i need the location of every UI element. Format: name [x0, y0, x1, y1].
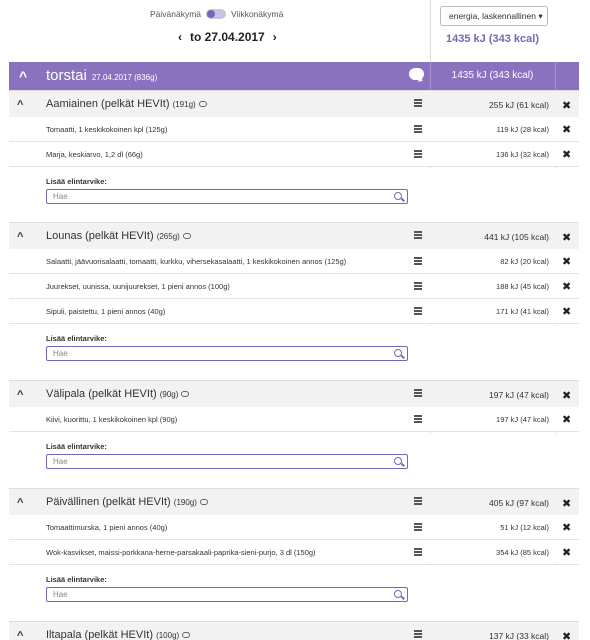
search-icon[interactable] — [394, 349, 402, 357]
meal-total: 197 kJ (47 kcal) — [489, 390, 549, 400]
menu-icon[interactable] — [414, 415, 422, 423]
remove-meal-icon[interactable]: ✖ — [562, 390, 572, 402]
meal-name: Lounas (pelkät HEVIt) — [46, 230, 154, 242]
search-input[interactable] — [46, 454, 408, 469]
menu-icon[interactable] — [414, 257, 422, 265]
remove-food-icon[interactable]: ✖ — [562, 149, 572, 161]
menu-icon[interactable] — [414, 125, 422, 133]
comment-icon[interactable] — [182, 632, 190, 638]
remove-food-icon[interactable]: ✖ — [562, 124, 572, 136]
collapse-caret-icon[interactable]: ^ — [17, 497, 24, 509]
food-name[interactable]: Kiivi, kuorittu, 1 keskikokoinen kpl (90g) — [46, 415, 178, 424]
comment-icon[interactable] — [200, 499, 208, 505]
collapse-caret-icon[interactable]: ^ — [17, 231, 24, 243]
meal-total: 405 kJ (97 kcal) — [489, 498, 549, 508]
day-header[interactable] — [9, 62, 579, 90]
add-food-label: Lisää elintarvike: — [46, 334, 107, 343]
search-placeholder: Hae — [53, 590, 68, 599]
search-icon[interactable] — [394, 590, 402, 598]
food-energy: 354 kJ (85 kcal) — [496, 548, 549, 557]
food-energy: 171 kJ (41 kcal) — [496, 307, 549, 316]
meal-header[interactable] — [9, 380, 579, 408]
comment-icon[interactable] — [183, 233, 191, 239]
search-input[interactable] — [46, 587, 408, 602]
food-name[interactable]: Tomaatti, 1 keskikokoinen kpl (125g) — [46, 125, 168, 134]
remove-meal-icon[interactable]: ✖ — [562, 232, 572, 244]
view-toggle[interactable] — [150, 9, 283, 19]
header-total: 1435 kJ (343 kcal) — [446, 33, 539, 45]
top-bar — [0, 0, 590, 62]
food-row — [9, 407, 579, 432]
food-energy: 119 kJ (28 kcal) — [496, 125, 549, 134]
meal-name: Aamiainen (pelkät HEVIt) — [46, 98, 170, 110]
food-energy: 197 kJ (47 kcal) — [496, 415, 549, 424]
meal-total: 255 kJ (61 kcal) — [489, 100, 549, 110]
week-view-label[interactable]: Viikkonäkymä — [231, 9, 284, 19]
meal-header[interactable] — [9, 488, 579, 516]
current-date: to 27.04.2017 — [190, 30, 265, 44]
food-name[interactable]: Sipuli, paistettu, 1 pieni annos (40g) — [46, 307, 166, 316]
menu-icon[interactable] — [414, 497, 422, 505]
search-placeholder: Hae — [53, 192, 68, 201]
day-total: 1435 kJ (343 kcal) — [451, 70, 534, 81]
meal-grams: (265g) — [156, 232, 180, 241]
food-name[interactable]: Marja, keskiarvo, 1,2 dl (66g) — [46, 150, 143, 159]
menu-icon[interactable] — [414, 630, 422, 638]
energy-select-value: energia, laskennallinen — [449, 11, 536, 21]
view-switch[interactable] — [206, 9, 226, 19]
remove-food-icon[interactable]: ✖ — [562, 306, 572, 318]
add-food-section — [9, 566, 579, 622]
add-food-label: Lisää elintarvike: — [46, 575, 107, 584]
remove-food-icon[interactable]: ✖ — [562, 256, 572, 268]
remove-meal-icon[interactable]: ✖ — [562, 498, 572, 510]
meal-grams: (90g) — [159, 390, 179, 399]
food-energy: 136 kJ (32 kcal) — [496, 150, 549, 159]
search-placeholder: Hae — [53, 349, 68, 358]
food-name[interactable]: Juurekset, uunissa, uunijuurekset, 1 pieni annos (100g) — [46, 282, 230, 291]
food-row — [9, 540, 579, 565]
add-food-section — [9, 325, 579, 381]
chevron-right-icon[interactable]: › — [272, 30, 277, 44]
food-row — [9, 515, 579, 540]
menu-icon[interactable] — [414, 389, 422, 397]
search-input[interactable] — [46, 346, 408, 361]
meal-name: Välipala (pelkät HEVIt) — [46, 388, 157, 400]
search-placeholder: Hae — [53, 457, 68, 466]
day-name: torstai — [46, 67, 87, 84]
menu-icon[interactable] — [414, 523, 422, 531]
meal-header[interactable] — [9, 621, 579, 640]
food-name[interactable]: Tomaattimurska, 1 pieni annos (40g) — [46, 523, 168, 532]
menu-icon[interactable] — [414, 150, 422, 158]
divider — [555, 62, 556, 90]
food-name[interactable]: Salaatti, jäävuorisalaatti, tomaatti, kurkku, vihersekasalaatti, 1 keskikokoinen annos (125g) — [46, 257, 347, 266]
remove-food-icon[interactable]: ✖ — [562, 414, 572, 426]
food-energy: 51 kJ (12 kcal) — [500, 523, 549, 532]
remove-food-icon[interactable]: ✖ — [562, 281, 572, 293]
meal-grams: (191g) — [172, 100, 196, 109]
day-view-label[interactable]: Päivänäkymä — [150, 9, 202, 19]
day-date: 27.04.2017 (836g) — [91, 73, 158, 82]
remove-meal-icon[interactable]: ✖ — [562, 100, 572, 112]
food-row — [9, 142, 579, 167]
switch-knob — [207, 10, 215, 18]
food-row — [9, 117, 579, 142]
meal-total: 441 kJ (105 kcal) — [484, 232, 549, 242]
add-food-label: Lisää elintarvike: — [46, 442, 107, 451]
food-name[interactable]: Wok-kasvikset, maissi-porkkana-herne-parsakaali-paprika-sieni-purjo, 3 dl (150g) — [46, 548, 316, 557]
collapse-caret-icon[interactable]: ^ — [19, 68, 28, 84]
remove-food-icon[interactable]: ✖ — [562, 522, 572, 534]
meal-name: Iltapala (pelkät HEVIt) — [46, 629, 153, 640]
meal-grams: (100g) — [156, 631, 180, 640]
menu-icon[interactable] — [414, 231, 422, 239]
search-icon[interactable] — [394, 192, 402, 200]
food-energy: 188 kJ (45 kcal) — [496, 282, 549, 291]
add-food-label: Lisää elintarvike: — [46, 177, 107, 186]
date-navigation — [170, 30, 285, 44]
food-row — [9, 274, 579, 299]
search-icon[interactable] — [394, 457, 402, 465]
add-food-section — [9, 433, 579, 489]
collapse-caret-icon[interactable]: ^ — [17, 389, 24, 401]
chevron-left-icon[interactable]: ‹ — [178, 30, 182, 44]
meal-name: Päivällinen (pelkät HEVIt) — [46, 496, 171, 508]
food-row — [9, 249, 579, 274]
collapse-caret-icon[interactable]: ^ — [17, 630, 24, 640]
add-food-section — [9, 168, 579, 224]
energy-unit-select[interactable]: energia, laskennallinen ▾ — [440, 6, 548, 26]
collapse-caret-icon[interactable]: ^ — [17, 99, 24, 111]
remove-food-icon[interactable]: ✖ — [562, 547, 572, 559]
meal-grams: (190g) — [173, 498, 197, 507]
meal-header[interactable] — [9, 222, 579, 250]
meal-total: 137 kJ (33 kcal) — [489, 631, 549, 640]
food-energy: 82 kJ (20 kcal) — [500, 257, 549, 266]
meal-header[interactable] — [9, 90, 579, 118]
food-row — [9, 299, 579, 324]
menu-icon[interactable] — [414, 307, 422, 315]
remove-meal-icon[interactable]: ✖ — [562, 631, 572, 640]
menu-icon[interactable] — [414, 282, 422, 290]
comment-icon[interactable] — [409, 68, 424, 80]
comment-icon[interactable] — [181, 391, 189, 397]
comment-icon[interactable] — [199, 101, 207, 107]
menu-icon[interactable] — [414, 99, 422, 107]
search-input[interactable] — [46, 189, 408, 204]
menu-icon[interactable] — [414, 548, 422, 556]
